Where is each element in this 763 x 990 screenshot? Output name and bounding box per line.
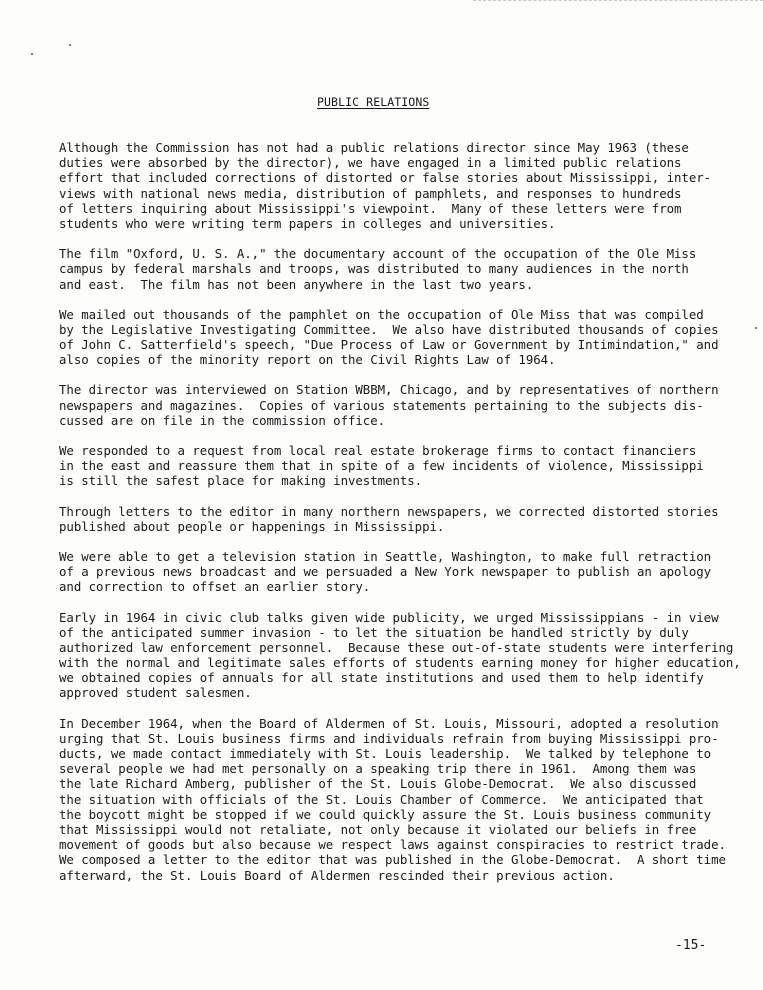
text-line: Through letters to the editor in many northern newspapers, we corrected distorted stories — [59, 503, 719, 519]
text-line: newspapers and magazines. Copies of various statements pertaining to the subjects dis- — [59, 397, 704, 413]
text-line: we obtained copies of annuals for all state institutions and used them to help identify — [59, 670, 704, 686]
paragraph — [59, 716, 759, 883]
paragraph — [59, 382, 759, 428]
text-line: We composed a letter to the editor that was published in the Globe-Democrat. A short time — [59, 852, 726, 868]
text-line: the boycott might be stopped if we could quickly assure the St. Louis business community — [59, 806, 712, 822]
text-line: authorized law enforcement personnel. Because these out-of-state students were interfering — [59, 639, 734, 655]
text-line: ducts, we made contact immediately with St. Louis leadership. We talked by telephone to — [59, 746, 712, 761]
paragraph — [59, 504, 759, 534]
paragraph — [59, 443, 759, 489]
text-line: students who were writing term papers in colleges and universities. — [59, 215, 556, 231]
text-line: urging that St. Louis business firms and individuals refrain from buying Mississippi pro- — [59, 730, 719, 746]
scan-speck — [69, 44, 71, 46]
paragraph — [59, 246, 759, 292]
text-line: duties were absorbed by the director), we have engaged in a limited public relations — [59, 155, 682, 171]
text-line: several people we had met personally on a speaking trip there in 1961. Among them was — [59, 761, 697, 777]
text-line: of the anticipated summer invasion - to let the situation be handled strictly by duly — [59, 624, 689, 640]
text-line: effort that included corrections of distorted or false stories about Mississippi, inter- — [59, 170, 712, 186]
text-line: the situation with officials of the St. Louis Chamber of Commerce. We anticipated that — [59, 791, 704, 807]
scan-speck — [31, 53, 33, 55]
text-line: movement of goods but also because we respect laws against conspiracies to restrict trade. — [59, 837, 726, 853]
text-line: of letters inquiring about Mississippi's viewpoint. Many of these letters were from — [59, 200, 682, 216]
text-line: views with national news media, distribution of pamphlets, and responses to hundreds — [59, 185, 682, 201]
text-line: We mailed out thousands of the pamphlet on the occupation of Ole Miss that was compiled — [59, 306, 704, 322]
text-line: and correction to offset an earlier story. — [59, 579, 371, 595]
text-line: also copies of the minority report on the Civil Rights Law of 1964. — [59, 352, 556, 368]
text-line: The film "Oxford, U. S. A.," the documentary account of the occupation of the Ole Miss — [59, 246, 697, 262]
text-line: We responded to a request from local real estate brokerage firms to contact financiers — [59, 443, 697, 458]
text-line: campus by federal marshals and troops, was distributed to many audiences in the north — [59, 261, 689, 277]
text-line: In December 1964, when the Board of Aldermen of St. Louis, Missouri, adopted a resolution — [59, 715, 719, 731]
text-line: that Mississippi would not retaliate, not only because it violated our beliefs in free — [59, 821, 697, 837]
text-line: and east. The film has not been anywhere in the last two years. — [59, 276, 534, 292]
text-line: with the normal and legitimate sales efforts of students earning money for higher education, — [59, 655, 741, 671]
text-line: We were able to get a television station in Seattle, Washington, to make full retraction — [59, 548, 712, 564]
text-line: published about people or happenings in Mississippi. — [59, 518, 445, 534]
paragraph — [59, 140, 759, 231]
text-line: Early in 1964 in civic club talks given wide publicity, we urged Mississippians - in view — [59, 609, 719, 625]
text-line: of a previous news broadcast and we persuaded a New York newspaper to publish an apology — [59, 564, 712, 580]
text-line: of John C. Satterfield's speech, "Due Process of Law or Government by Intimindation," and — [59, 337, 719, 353]
text-line: by the Legislative Investigating Committee. We also have distributed thousands of copies — [59, 321, 719, 337]
paragraph — [59, 610, 759, 701]
text-line: Although the Commission has not had a public relations director since May 1963 (these — [59, 140, 689, 155]
text-line: The director was interviewed on Station WBBM, Chicago, and by representatives of northern — [59, 382, 719, 398]
paragraph — [59, 307, 759, 368]
scan-edge-dots — [473, 0, 763, 4]
text-line: the late Richard Amberg, publisher of the St. Louis Globe-Democrat. We also discussed — [59, 776, 697, 792]
text-line: is still the safest place for making investments. — [59, 473, 423, 489]
text-line: approved student salesmen. — [59, 685, 252, 701]
body-text — [59, 140, 759, 898]
text-line: in the east and reassure them that in spite of a few incidents of violence, Mississippi — [59, 458, 704, 474]
text-line: afterward, the St. Louis Board of Aldermen rescinded their previous action. — [59, 867, 615, 883]
page-title: PUBLIC RELATIONS — [317, 95, 430, 109]
text-line: cussed are on file in the commission office. — [59, 412, 386, 428]
page-number: -15- — [675, 938, 707, 953]
paragraph — [59, 549, 759, 595]
